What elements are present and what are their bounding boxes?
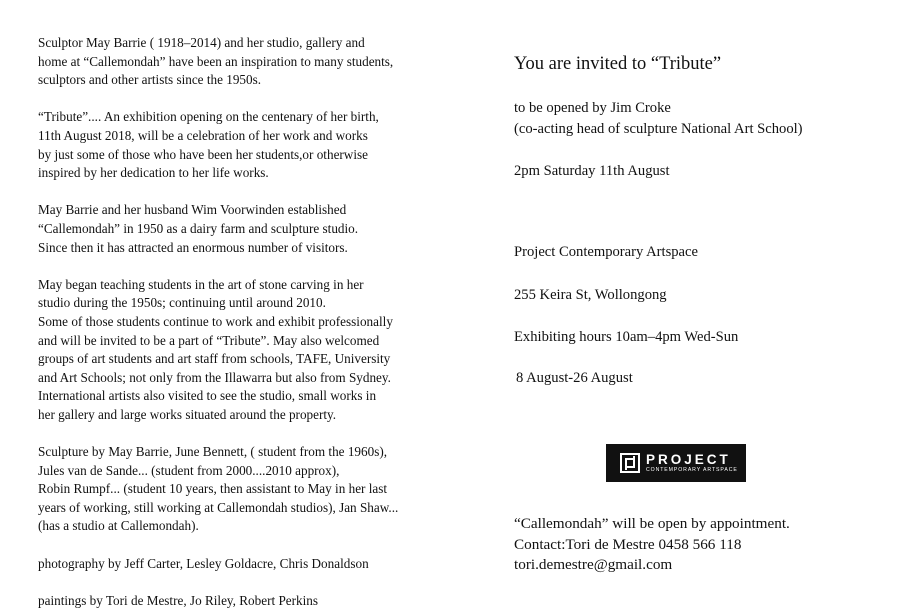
tribute-paragraph	[38, 108, 458, 182]
exhibiting-hours: Exhibiting hours 10am–4pm Wed-Sun	[514, 329, 739, 345]
teaching-line: and Art Schools; not only from the Illawarra but also from Sydney.	[38, 369, 391, 385]
teaching-line: International artists also visited to see the studio, small works in	[38, 388, 377, 404]
history-line: “Callemondah” in 1950 as a dairy farm and sculpture studio.	[38, 220, 359, 236]
paintings-credit	[38, 592, 458, 611]
exhibition-dates: 8 August-26 August	[516, 370, 633, 386]
history-line: Since then it has attracted an enormous number of visitors.	[38, 239, 348, 255]
project-logo	[606, 444, 746, 482]
intro-paragraph	[38, 34, 458, 90]
teaching-line: Some of those students continue to work and exhibit professionally	[38, 313, 393, 329]
tribute-line: “Tribute”.... An exhibition opening on the centenary of her birth,	[38, 109, 379, 125]
photography-line: photography by Jeff Carter, Lesley Goldacre, Chris Donaldson	[38, 555, 369, 571]
intro-line: home at “Callemondah” have been an inspiration to many students,	[38, 53, 394, 69]
tribute-line: by just some of those who have been her students,or otherwise	[38, 146, 368, 162]
contact-block	[514, 514, 790, 576]
opening-time: 2pm Saturday 11th August	[514, 163, 670, 179]
logo-name: PROJECT	[646, 451, 731, 467]
left-column	[38, 34, 458, 610]
sculpture-paragraph	[38, 443, 458, 536]
teaching-line: her gallery and large works situated around the property.	[38, 406, 337, 422]
tribute-line: inspired by her dedication to her life works.	[38, 165, 269, 181]
intro-line: Sculptor May Barrie ( 1918–2014) and her studio, gallery and	[38, 35, 365, 50]
contact-email: tori.demestre@gmail.com	[514, 556, 673, 573]
venue-address: 255 Keira St, Wollongong	[514, 287, 667, 303]
teaching-line: May began teaching students in the art of stone carving in her	[38, 276, 364, 292]
sculpture-line: Sculpture by May Barrie, June Bennett, ( student from the 1960s),	[38, 444, 388, 460]
logo-text	[646, 453, 738, 474]
history-paragraph	[38, 201, 458, 257]
sculpture-line: Jules van de Sande... (student from 2000....2010 approx),	[38, 462, 340, 478]
venue-name: Project Contemporary Artspace	[514, 244, 698, 260]
tribute-line: 11th August 2018, will be a celebration of her work and works	[38, 127, 368, 143]
intro-line: sculptors and other artists since the 1950s.	[38, 72, 262, 88]
invitation-title: You are invited to “Tribute”	[514, 54, 722, 74]
right-column	[514, 52, 894, 386]
teaching-line: groups of art students and art staff from schools, TAFE, University	[38, 351, 391, 367]
sculpture-line: years of working, still working at Callemondah studios), Jan Shaw...	[38, 499, 399, 515]
sculpture-line: Robin Rumpf... (student 10 years, then assistant to May in her last	[38, 481, 388, 497]
paintings-line: paintings by Tori de Mestre, Jo Riley, Robert Perkins	[38, 592, 319, 608]
appointment-note: “Callemondah” will be open by appointment.	[514, 515, 790, 532]
logo-subtitle: CONTEMPORARY ARTSPACE	[646, 467, 738, 474]
history-line: May Barrie and her husband Wim Voorwinden established	[38, 202, 347, 218]
teaching-line: and will be invited to be a part of “Tribute”. May also welcomed	[38, 332, 380, 348]
teaching-paragraph	[38, 276, 458, 425]
sculpture-line: (has a studio at Callemondah).	[38, 518, 199, 534]
opener-role: (co-acting head of sculpture National Art School)	[514, 121, 803, 137]
project-logo-mark-icon	[620, 453, 640, 473]
photography-credit	[38, 555, 458, 574]
opened-by: to be opened by Jim Croke	[514, 100, 671, 116]
teaching-line: studio during the 1950s; continuing until around 2010.	[38, 295, 326, 311]
contact-line: Contact:Tori de Mestre 0458 566 118	[514, 535, 742, 553]
